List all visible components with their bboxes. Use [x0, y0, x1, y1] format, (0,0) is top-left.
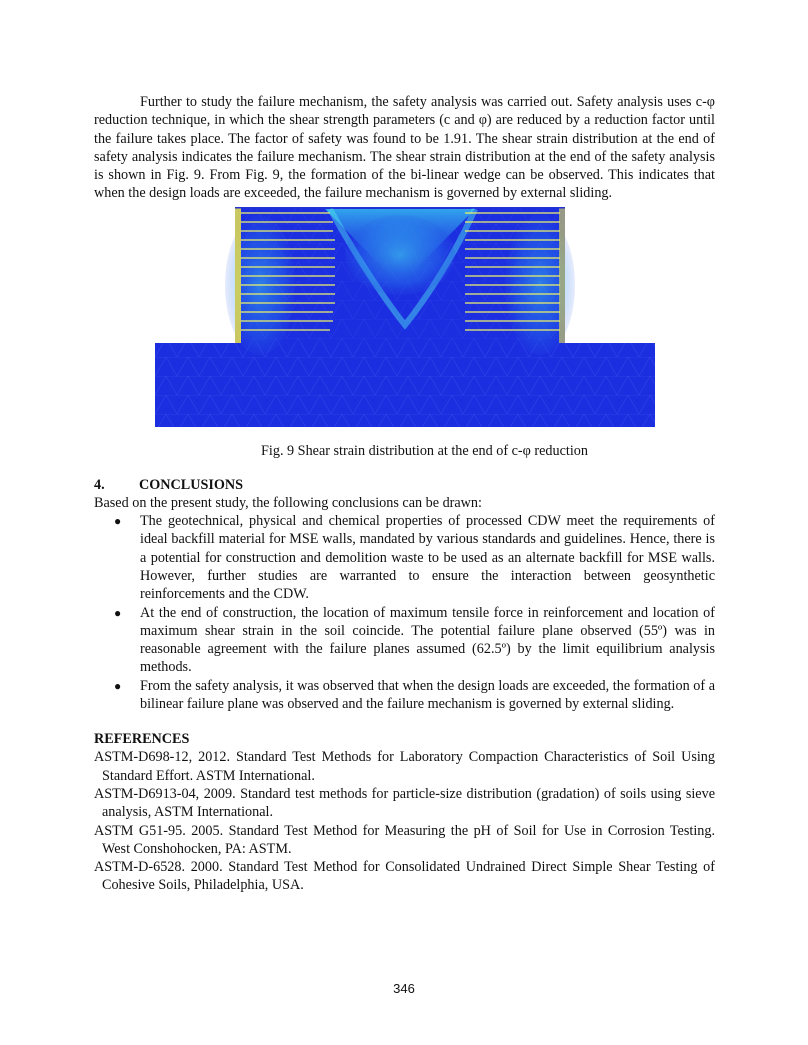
conclusion-list: [94, 512, 715, 713]
section-heading: [94, 476, 715, 494]
right-facing: [559, 207, 565, 343]
left-facing: [235, 207, 241, 343]
page-number: 346: [393, 981, 415, 996]
section-number: 4.: [94, 476, 105, 493]
figure-9: [94, 205, 715, 437]
list-item: ● From the safety analysis, it was observed that when the design loads are exceeded, the formation of a bilinear failure plane was observed and the failure mechanism is governed by external sliding.: [114, 677, 715, 713]
list-item: ● At the end of construction, the location of maximum tensile force in reinforcement and location of maximum shear strain in the soil coincide. The potential failure plane observed (55º) was in reasonable agreement with the failure planes assumed (62.5º) by the limit equilibrium analysis methods.: [114, 604, 715, 676]
section-intro: Based on the present study, the following conclusions can be drawn:: [94, 494, 482, 511]
reference-item: ASTM G51-95. 2005. Standard Test Method for Measuring the pH of Soil for Use in Corrosion Testing. West Conshohocken, PA: ASTM.: [94, 822, 715, 857]
bullet-icon: ●: [114, 605, 122, 620]
bullet-icon: ●: [114, 514, 122, 529]
reference-item: ASTM-D-6528. 2000. Standard Test Method for Consolidated Undrained Direct Simple Shear Testing of Cohesive Soils, Philadelphia, USA.: [94, 859, 715, 894]
section-title: CONCLUSIONS: [139, 476, 244, 493]
shear-strain-plot: [155, 205, 655, 437]
references-heading: REFERENCES: [94, 731, 190, 748]
figure-caption: Fig. 9 Shear strain distribution at the end of c-φ reduction: [261, 442, 588, 459]
reference-item: ASTM-D698-12, 2012. Standard Test Methods for Laboratory Compaction Characteristics of Soil Using Standard Effort. ASTM International.: [94, 749, 715, 784]
paragraph-safety-analysis: Further to study the failure mechanism, the safety analysis was carried out. Safety analysis uses c-φ reduction technique, in which the shear strength parameters (c and φ) are reduced by a reduction factor until the failure takes place. The factor of safety was found to be 1.91. The shear strain distribution at the end of safety analysis indicates the failure mechanism. The shear strain distribution at the end of the safety analysis is shown in Fig. 9. From Fig. 9, the formation of the bi-linear wedge can be observed. This indicates that when the design loads are exceeded, the failure mechanism is governed by external sliding.: [94, 94, 715, 202]
bullet-icon: ●: [114, 678, 122, 693]
reference-item: ASTM-D6913-04, 2009. Standard test methods for particle-size distribution (gradation) of soils using sieve analysis, ASTM International.: [94, 785, 715, 821]
list-item: ● The geotechnical, physical and chemical properties of processed CDW meet the requirements of ideal backfill material for MSE walls, mandated by various standards and guidelines. Hence, there is a potential for construction and demolition waste to be used as an alternate backfill for MSE walls. However, further studies are warranted to ensure the interaction between geosynthetic reinforcements and the CDW.: [114, 513, 715, 603]
page-body: [94, 93, 715, 895]
